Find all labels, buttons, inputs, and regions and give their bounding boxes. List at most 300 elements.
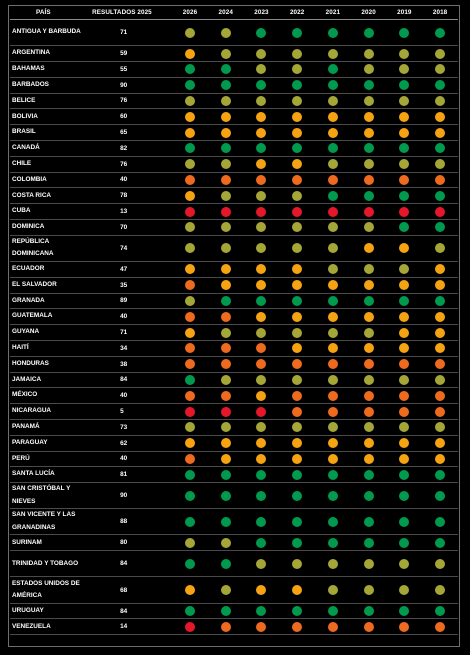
country-name: PARAGUAY: [10, 435, 92, 451]
rating-dot-amber: [256, 112, 266, 122]
rating-cell: [208, 20, 244, 46]
rating-cell: [279, 235, 315, 261]
rating-dot-olive: [185, 28, 195, 38]
rating-cell: [386, 172, 422, 188]
rating-dot-red: [399, 207, 409, 217]
rating-dot-green: [256, 80, 266, 90]
rating-cell: [422, 204, 458, 220]
rating-dot-green: [185, 80, 195, 90]
rating-dot-orange: [328, 359, 338, 369]
rating-cell: [386, 577, 422, 603]
rating-dot-amber: [256, 159, 266, 169]
country-name: SANTA LUCÍA: [10, 467, 92, 483]
rating-dot-green: [292, 538, 302, 548]
rating-dot-olive: [185, 222, 195, 232]
rating-cell: [351, 577, 387, 603]
rating-dot-orange: [292, 622, 302, 632]
rating-dot-olive: [328, 328, 338, 338]
rating-dot-green: [328, 28, 338, 38]
rating-cell: [351, 388, 387, 404]
rating-cell: [172, 467, 208, 483]
rating-dot-amber: [185, 49, 195, 59]
rating-cell: [315, 204, 351, 220]
score-value: 89: [92, 293, 172, 309]
rating-dot-olive: [292, 422, 302, 432]
rating-dot-olive: [435, 49, 445, 59]
rating-dot-green: [256, 491, 266, 501]
country-name: GUYANA: [10, 325, 92, 341]
country-name: DOMINICA: [10, 219, 92, 235]
rating-cell: [244, 577, 280, 603]
rating-dot-olive: [399, 49, 409, 59]
rating-dot-green: [221, 143, 231, 153]
rating-cell: [386, 551, 422, 577]
rating-cell: [172, 451, 208, 467]
rating-cell: [208, 435, 244, 451]
rating-dot-amber: [185, 191, 195, 201]
rating-cell: [208, 577, 244, 603]
rating-cell: [351, 46, 387, 62]
rating-cell: [172, 125, 208, 141]
rating-cell: [422, 509, 458, 535]
rating-cell: [208, 261, 244, 277]
rating-dot-olive: [328, 559, 338, 569]
rating-dot-amber: [435, 264, 445, 274]
rating-dot-green: [399, 517, 409, 527]
rating-cell: [386, 483, 422, 509]
rating-dot-olive: [435, 585, 445, 595]
rating-dot-olive: [292, 243, 302, 253]
table-row: [10, 509, 458, 535]
rating-cell: [279, 451, 315, 467]
rating-cell: [244, 109, 280, 125]
rating-dot-green: [399, 222, 409, 232]
rating-dot-amber: [435, 343, 445, 353]
table-row: [10, 188, 458, 204]
rating-cell: [172, 277, 208, 293]
score-value: 40: [92, 451, 172, 467]
country-name: JAMAICA: [10, 372, 92, 388]
rating-dot-olive: [399, 96, 409, 106]
rating-dot-green: [256, 606, 266, 616]
rating-cell: [422, 172, 458, 188]
rating-cell: [351, 277, 387, 293]
country-name: TRINIDAD Y TOBAGO: [10, 551, 92, 577]
table-row: [10, 140, 458, 156]
rating-dot-green: [399, 470, 409, 480]
rating-cell: [351, 551, 387, 577]
rating-cell: [208, 309, 244, 325]
table-row: [10, 93, 458, 109]
rating-cell: [244, 140, 280, 156]
rating-dot-green: [364, 470, 374, 480]
rating-cell: [315, 419, 351, 435]
score-value: 5: [92, 404, 172, 420]
table-row: [10, 325, 458, 341]
rating-cell: [386, 603, 422, 619]
rating-cell: [422, 235, 458, 261]
rating-cell: [315, 20, 351, 46]
rating-cell: [279, 277, 315, 293]
rating-dot-green: [221, 80, 231, 90]
rating-dot-green: [364, 80, 374, 90]
rating-dot-olive: [292, 328, 302, 338]
rating-cell: [279, 388, 315, 404]
rating-cell: [279, 219, 315, 235]
rating-dot-green: [292, 28, 302, 38]
table-row: [10, 483, 458, 509]
rating-dot-red: [435, 207, 445, 217]
rating-dot-amber: [328, 280, 338, 290]
rating-cell: [244, 467, 280, 483]
score-value: 60: [92, 109, 172, 125]
rating-cell: [244, 277, 280, 293]
country-name: CHILE: [10, 156, 92, 172]
rating-dot-green: [256, 517, 266, 527]
rating-dot-orange: [185, 454, 195, 464]
rating-dot-amber: [435, 280, 445, 290]
rating-dot-orange: [292, 407, 302, 417]
rating-cell: [208, 603, 244, 619]
rating-dot-olive: [221, 191, 231, 201]
rating-cell: [244, 61, 280, 77]
rating-cell: [172, 204, 208, 220]
rating-cell: [351, 61, 387, 77]
rating-dot-olive: [292, 96, 302, 106]
rating-cell: [244, 77, 280, 93]
rating-cell: [172, 551, 208, 577]
rating-dot-olive: [256, 422, 266, 432]
rating-cell: [386, 61, 422, 77]
country-name: PERÚ: [10, 451, 92, 467]
rating-dot-amber: [292, 112, 302, 122]
rating-cell: [172, 77, 208, 93]
rating-dot-olive: [292, 559, 302, 569]
score-value: 34: [92, 340, 172, 356]
rating-dot-olive: [328, 375, 338, 385]
rating-dot-orange: [435, 175, 445, 185]
rating-dot-amber: [364, 438, 374, 448]
rating-cell: [244, 325, 280, 341]
rating-cell: [208, 156, 244, 172]
rating-cell: [422, 451, 458, 467]
rating-dot-olive: [185, 538, 195, 548]
rating-cell: [172, 535, 208, 551]
rating-dot-amber: [221, 280, 231, 290]
rating-cell: [386, 404, 422, 420]
rating-cell: [208, 535, 244, 551]
rating-dot-orange: [364, 391, 374, 401]
rating-dot-green: [435, 191, 445, 201]
country-name: URUGUAY: [10, 603, 92, 619]
score-value: 14: [92, 619, 172, 635]
rating-dot-green: [292, 296, 302, 306]
table-row: [10, 551, 458, 577]
header-row: [10, 5, 458, 20]
rating-dot-green: [292, 470, 302, 480]
rating-dot-amber: [185, 112, 195, 122]
rating-cell: [172, 235, 208, 261]
score-value: 71: [92, 325, 172, 341]
rating-cell: [172, 156, 208, 172]
rating-cell: [315, 372, 351, 388]
rating-cell: [208, 61, 244, 77]
rating-cell: [279, 603, 315, 619]
rating-dot-olive: [435, 243, 445, 253]
rating-cell: [386, 467, 422, 483]
rating-cell: [422, 309, 458, 325]
rating-cell: [172, 93, 208, 109]
rating-dot-green: [185, 517, 195, 527]
rating-cell: [279, 435, 315, 451]
rating-cell: [208, 46, 244, 62]
table-row: [10, 293, 458, 309]
rating-dot-amber: [292, 343, 302, 353]
rating-dot-amber: [256, 454, 266, 464]
rating-cell: [244, 125, 280, 141]
rating-dot-olive: [292, 64, 302, 74]
rating-dot-green: [435, 296, 445, 306]
rating-cell: [315, 404, 351, 420]
rating-dot-amber: [292, 159, 302, 169]
rating-cell: [244, 419, 280, 435]
rating-cell: [315, 340, 351, 356]
rating-dot-green: [399, 296, 409, 306]
rating-dot-amber: [256, 128, 266, 138]
rating-cell: [422, 340, 458, 356]
rating-dot-amber: [435, 438, 445, 448]
rating-dot-amber: [399, 280, 409, 290]
rating-cell: [315, 356, 351, 372]
rating-dot-amber: [328, 343, 338, 353]
rating-cell: [386, 20, 422, 46]
rating-cell: [351, 451, 387, 467]
rating-dot-green: [185, 375, 195, 385]
rating-cell: [279, 325, 315, 341]
rating-dot-green: [328, 296, 338, 306]
rating-cell: [244, 619, 280, 635]
rating-dot-olive: [399, 64, 409, 74]
rating-dot-green: [256, 296, 266, 306]
rating-dot-red: [185, 407, 195, 417]
rating-dot-amber: [221, 264, 231, 274]
rating-dot-green: [328, 538, 338, 548]
rating-dot-orange: [328, 407, 338, 417]
rating-dot-amber: [435, 312, 445, 322]
rating-dot-amber: [328, 112, 338, 122]
rating-cell: [244, 356, 280, 372]
rating-cell: [279, 372, 315, 388]
rating-cell: [351, 509, 387, 535]
rating-dot-orange: [364, 622, 374, 632]
rating-dot-orange: [185, 359, 195, 369]
rating-dot-amber: [435, 454, 445, 464]
rating-cell: [208, 77, 244, 93]
rating-cell: [315, 309, 351, 325]
country-name: MÉXICO: [10, 388, 92, 404]
rating-cell: [172, 435, 208, 451]
rating-cell: [172, 309, 208, 325]
rating-cell: [208, 509, 244, 535]
rating-dot-green: [364, 538, 374, 548]
rating-dot-red: [292, 207, 302, 217]
score-value: 88: [92, 509, 172, 535]
rating-dot-green: [221, 491, 231, 501]
rating-cell: [244, 235, 280, 261]
rating-cell: [386, 325, 422, 341]
rating-cell: [279, 140, 315, 156]
rating-dot-red: [221, 207, 231, 217]
rating-cell: [386, 204, 422, 220]
rating-cell: [172, 340, 208, 356]
rating-dot-amber: [364, 280, 374, 290]
rating-dot-green: [256, 28, 266, 38]
rating-dot-orange: [435, 407, 445, 417]
rating-dot-orange: [435, 391, 445, 401]
rating-cell: [244, 293, 280, 309]
rating-cell: [172, 325, 208, 341]
rating-dot-orange: [364, 407, 374, 417]
rating-dot-olive: [256, 375, 266, 385]
rating-dot-amber: [185, 328, 195, 338]
country-name: GUATEMALA: [10, 309, 92, 325]
rating-cell: [422, 356, 458, 372]
rating-cell: [422, 551, 458, 577]
rating-dot-orange: [221, 343, 231, 353]
rating-dot-olive: [435, 422, 445, 432]
score-value: 76: [92, 93, 172, 109]
rating-cell: [244, 603, 280, 619]
country-name: HONDURAS: [10, 356, 92, 372]
rating-dot-amber: [328, 438, 338, 448]
rating-dot-amber: [435, 328, 445, 338]
rating-dot-amber: [256, 312, 266, 322]
rating-dot-green: [221, 559, 231, 569]
rating-cell: [279, 20, 315, 46]
rating-cell: [422, 77, 458, 93]
rating-cell: [208, 372, 244, 388]
table-row: [10, 388, 458, 404]
rating-dot-olive: [364, 96, 374, 106]
table-row: [10, 235, 458, 261]
rating-dot-olive: [221, 28, 231, 38]
rating-dot-amber: [221, 438, 231, 448]
rating-dot-amber: [292, 264, 302, 274]
rating-dot-amber: [364, 243, 374, 253]
rating-dot-green: [364, 606, 374, 616]
rating-dot-amber: [292, 280, 302, 290]
rating-cell: [279, 188, 315, 204]
score-value: 70: [92, 219, 172, 235]
rating-cell: [315, 603, 351, 619]
rating-dot-orange: [328, 175, 338, 185]
rating-dot-olive: [221, 585, 231, 595]
rating-cell: [279, 204, 315, 220]
rating-dot-orange: [435, 359, 445, 369]
rating-cell: [315, 325, 351, 341]
rating-dot-olive: [292, 222, 302, 232]
rating-cell: [351, 156, 387, 172]
rating-cell: [351, 603, 387, 619]
rating-cell: [351, 140, 387, 156]
rating-cell: [208, 356, 244, 372]
score-value: 84: [92, 603, 172, 619]
rating-dot-amber: [435, 112, 445, 122]
rating-dot-olive: [435, 159, 445, 169]
rating-dot-orange: [256, 359, 266, 369]
rating-dot-olive: [435, 96, 445, 106]
rating-cell: [315, 483, 351, 509]
rating-cell: [351, 77, 387, 93]
rating-cell: [279, 404, 315, 420]
rating-dot-olive: [328, 422, 338, 432]
rating-dot-orange: [399, 359, 409, 369]
country-name: SURINAM: [10, 535, 92, 551]
rating-cell: [422, 61, 458, 77]
score-value: 40: [92, 172, 172, 188]
rating-cell: [422, 603, 458, 619]
rating-cell: [279, 535, 315, 551]
rating-dot-red: [185, 622, 195, 632]
rating-cell: [315, 535, 351, 551]
rating-dot-green: [435, 143, 445, 153]
table-row: [10, 404, 458, 420]
rating-cell: [386, 109, 422, 125]
rating-cell: [315, 277, 351, 293]
rating-dot-olive: [185, 96, 195, 106]
rating-dot-orange: [399, 391, 409, 401]
rating-dot-olive: [435, 375, 445, 385]
country-name: HAITÍ: [10, 340, 92, 356]
rating-cell: [172, 372, 208, 388]
rating-cell: [244, 93, 280, 109]
rating-dot-amber: [292, 585, 302, 595]
rating-cell: [315, 219, 351, 235]
table-row: [10, 309, 458, 325]
year-column-header: 2018: [422, 5, 458, 20]
rating-dot-amber: [256, 438, 266, 448]
score-value: 90: [92, 77, 172, 93]
rating-dot-green: [364, 517, 374, 527]
rating-dot-amber: [292, 454, 302, 464]
rating-dot-green: [328, 606, 338, 616]
rating-cell: [351, 20, 387, 46]
rating-cell: [244, 340, 280, 356]
score-value: 74: [92, 235, 172, 261]
rating-dot-olive: [364, 264, 374, 274]
country-name: PANAMÁ: [10, 419, 92, 435]
rating-dot-green: [328, 470, 338, 480]
rating-dot-olive: [399, 422, 409, 432]
rating-dot-orange: [256, 343, 266, 353]
rating-cell: [315, 235, 351, 261]
score-value: 90: [92, 483, 172, 509]
rating-cell: [244, 309, 280, 325]
score-value: 65: [92, 125, 172, 141]
rating-dot-amber: [221, 112, 231, 122]
rating-cell: [208, 451, 244, 467]
rating-cell: [315, 293, 351, 309]
rating-dot-olive: [221, 422, 231, 432]
rating-dot-olive: [364, 49, 374, 59]
rating-dot-olive: [328, 264, 338, 274]
rating-cell: [172, 172, 208, 188]
rating-cell: [172, 356, 208, 372]
rating-cell: [279, 356, 315, 372]
rating-cell: [315, 188, 351, 204]
table-row: [10, 61, 458, 77]
score-value: 62: [92, 435, 172, 451]
